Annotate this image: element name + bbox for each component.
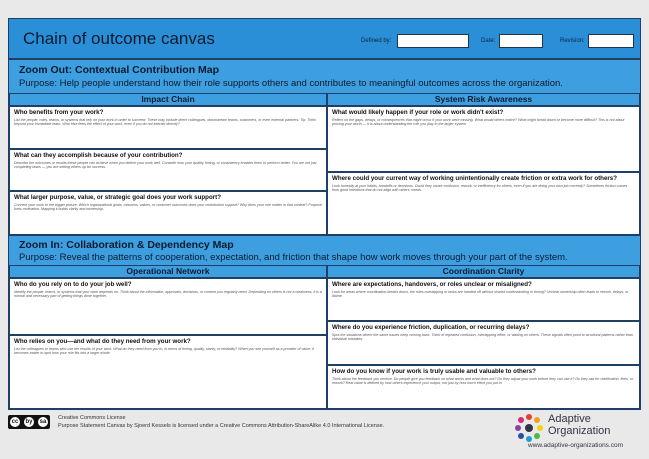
brand-name-line1: Adaptive [548, 413, 591, 425]
coordination-clarity-cell-1[interactable] [327, 278, 640, 321]
zoom-in-purpose: Purpose: Reveal the patterns of cooperation, expectation, and friction that shape how work moves through your part of the system. [19, 252, 568, 263]
cell-question: What would likely happen if your role or work didn't exist? [332, 109, 504, 116]
operational-network-header: Operational Network [9, 265, 327, 278]
cell-hint: Look for areas where coordination breaks down, the roles overlapping or tasks are handed off without shared understanding or timing? Unclear ownership often leads to rework, delays, or blame. [332, 289, 629, 298]
canvas-title: Chain of outcome canvas [23, 29, 215, 48]
cell-hint: Reflect on the gaps, delays, or consequences that might occur if your work were missing. What would others notice? What might break down or become more difficult? This is not about proving your worth — it is about understanding the role you play in the larger system. [332, 117, 625, 126]
zoom-out-heading: Zoom Out: Contextual Contribution Map [19, 64, 220, 76]
impact-chain-header: Impact Chain [9, 93, 327, 106]
cell-question: What larger purpose, value, or strategic goal does your work support? [14, 194, 221, 201]
license-text: Purpose Statement Canvas by Sjoerd Kessels is licensed under a Creative Commons Attribution-ShareAlike 4.0 International License. [58, 423, 385, 429]
canvas-page [8, 18, 641, 410]
cell-hint: List the colleagues or teams who use the results of your work. What do they need from you to, in terms of timing, quality, clarity, or reliability? When you see yourself as a provider of value, it becomes easier to spot how your role fits into a larger whole. [14, 346, 314, 355]
system-risk-cell-2[interactable] [327, 172, 640, 235]
coordination-clarity-header: Coordination Clarity [327, 265, 640, 278]
revision-field[interactable] [588, 34, 634, 48]
sa-icon: sa [39, 419, 47, 425]
system-risk-header: System Risk Awareness [327, 93, 640, 106]
cell-question: Who benefits from your work? [14, 109, 104, 116]
defined-by-label: Defined by: [361, 38, 392, 44]
cell-question: How do you know if your work is truly usable and valuable to others? [332, 368, 536, 375]
cell-question: Where are expectations, handovers, or roles unclear or misaligned? [332, 281, 532, 288]
impact-chain-cell-2[interactable] [9, 149, 327, 191]
zoom-in-heading: Zoom In: Collaboration & Dependency Map [19, 239, 234, 251]
operational-network-cell-1[interactable] [9, 278, 327, 335]
cell-question: Who do you rely on to do your job well? [14, 281, 132, 288]
zoom-out-purpose: Purpose: Help people understand how their role supports others and contributes to meaningful outcomes across the organization. [19, 78, 563, 89]
impact-chain-cell-3[interactable] [9, 191, 327, 235]
cell-hint: Think about the feedback you receive. Do people give you feedback on what works and what does not? Do they adjust your work before they can use it? Do they ask for clarification, fixes, or rework? Real value is defined by how others experience your output, not just by how much effort you put in. [332, 376, 634, 385]
canvas-header [9, 19, 640, 59]
adaptive-organization-logo-icon [513, 412, 545, 444]
date-field[interactable] [499, 34, 543, 48]
defined-by-field[interactable] [397, 34, 469, 48]
cc-icon: cc [11, 419, 19, 425]
system-risk-cell-1[interactable] [327, 106, 640, 172]
coordination-clarity-cell-3[interactable] [327, 365, 640, 409]
cell-hint: Spot the situations where the same issues keep coming back. Think of repeated confusion, overlapping effort, or waiting on others. These signals often point to structural patterns rather than individual mistakes. [332, 332, 633, 341]
brand-name-line2: Organization [548, 425, 611, 437]
cell-hint: Look honestly at your habits, handoffs or decisions. Could they cause confusion, rework, or inefficiency for others, even if you are doing your own job correctly? Sometimes friction comes from good intentions that do not align with others' needs. [332, 183, 628, 192]
cell-question: Where do you experience friction, duplication, or recurring delays? [332, 324, 530, 331]
license-title: Creative Commons License [58, 415, 126, 421]
by-icon: by [25, 419, 33, 425]
cell-hint: Identify the people, teams, or systems that your work depends on. Think about the information, approvals, decisions, or content you regularly need. Depending on others is not a weakness, it is a normal and necessary part of getting things done together. [14, 289, 322, 298]
coordination-clarity-cell-2[interactable] [327, 321, 640, 365]
creative-commons-badge-icon[interactable] [8, 415, 50, 429]
date-label: Date: [481, 38, 496, 44]
cell-question: What can they accomplish because of your contribution? [14, 152, 183, 159]
cell-hint: Connect your work to the bigger picture. Which organizational goals, missions, values, or customer outcomes does your contribution support? Why does your role matter in that context? Purpose fuels motivation. Mapping it builds clarity and ownership. [14, 202, 322, 211]
cell-question: Where could your current way of working unintentionally create friction or extra work for others? [332, 175, 618, 182]
zoom-in-band [9, 235, 640, 265]
cell-hint: Describe the outcomes or results these people can achieve when you deliver your work well. Consider how your quality, timing, or consistency enables them to perform better. You are not just completing tasks — you are setting others up for success. [14, 160, 317, 169]
zoom-out-band [9, 59, 640, 93]
cell-question: Who relies on you—and what do they need from your work? [14, 338, 191, 345]
operational-network-cell-2[interactable] [9, 335, 327, 409]
brand-url[interactable]: www.adaptive-organizations.com [528, 442, 624, 449]
impact-chain-cell-1[interactable] [9, 106, 327, 149]
footer [0, 412, 649, 459]
revision-label: Revision: [560, 38, 585, 44]
cell-hint: List the people, roles, teams, or systems that rely on your work in order to succeed. These may include direct colleagues, downstream teams, customers, or even external partners. Tip: Think beyond your immediate team. Who else feels the effect of your work, even if you do not interact directly? [14, 117, 316, 126]
